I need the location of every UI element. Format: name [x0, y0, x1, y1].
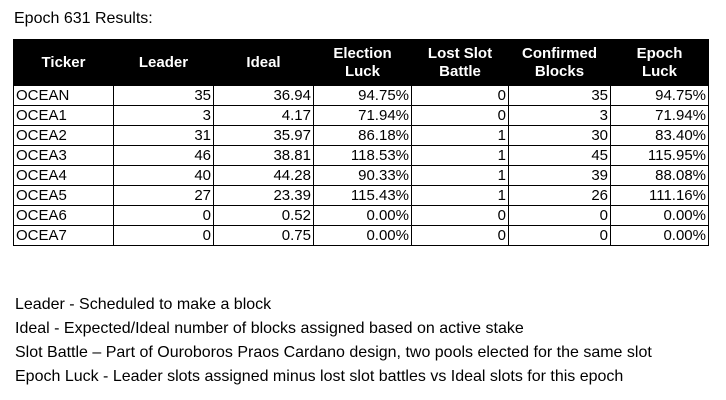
ideal-cell: 0.52: [214, 206, 314, 226]
leader-cell: 27: [114, 186, 214, 206]
ticker-cell: OCEA1: [14, 106, 114, 126]
table-row: [14, 146, 709, 166]
lost-slot-battle-cell: 0: [412, 206, 509, 226]
epoch-luck-cell: 0.00%: [611, 226, 709, 246]
lost-slot-battle-cell: 1: [412, 186, 509, 206]
legend-notes: [15, 293, 652, 389]
results-table: [13, 39, 709, 246]
ticker-cell: OCEA4: [14, 166, 114, 186]
ticker-cell: OCEA5: [14, 186, 114, 206]
column-header-leader: Leader: [114, 40, 214, 86]
table-header-row: [14, 40, 709, 86]
note-epoch-luck: Epoch Luck - Leader slots assigned minus lost slot battles vs Ideal slots for this epoch: [15, 368, 624, 385]
table-row: [14, 226, 709, 246]
election-luck-cell: 118.53%: [314, 146, 412, 166]
column-header-confirmed-blocks: Confirmed Blocks: [509, 40, 611, 86]
leader-cell: 31: [114, 126, 214, 146]
confirmed-blocks-cell: 0: [509, 206, 611, 226]
confirmed-blocks-cell: 35: [509, 86, 611, 106]
confirmed-blocks-cell: 0: [509, 226, 611, 246]
lost-slot-battle-cell: 1: [412, 146, 509, 166]
leader-cell: 3: [114, 106, 214, 126]
epoch-luck-cell: 88.08%: [611, 166, 709, 186]
ticker-cell: OCEA7: [14, 226, 114, 246]
ticker-cell: OCEA3: [14, 146, 114, 166]
column-header-epoch-luck: Epoch Luck: [611, 40, 709, 86]
column-header-lost-slot-battle: Lost Slot Battle: [412, 40, 509, 86]
column-header-election-luck: Election Luck: [314, 40, 412, 86]
election-luck-cell: 71.94%: [314, 106, 412, 126]
lost-slot-battle-cell: 0: [412, 86, 509, 106]
epoch-luck-cell: 111.16%: [611, 186, 709, 206]
ideal-cell: 44.28: [214, 166, 314, 186]
leader-cell: 0: [114, 226, 214, 246]
ideal-cell: 36.94: [214, 86, 314, 106]
ticker-cell: OCEA6: [14, 206, 114, 226]
lost-slot-battle-cell: 1: [412, 126, 509, 146]
confirmed-blocks-cell: 39: [509, 166, 611, 186]
election-luck-cell: 86.18%: [314, 126, 412, 146]
epoch-luck-cell: 83.40%: [611, 126, 709, 146]
lost-slot-battle-cell: 0: [412, 226, 509, 246]
leader-cell: 0: [114, 206, 214, 226]
epoch-luck-cell: 71.94%: [611, 106, 709, 126]
election-luck-cell: 0.00%: [314, 226, 412, 246]
table-row: [14, 166, 709, 186]
leader-cell: 46: [114, 146, 214, 166]
table-body: [14, 86, 709, 246]
leader-cell: 40: [114, 166, 214, 186]
column-header-ticker: Ticker: [14, 40, 114, 86]
page-title: Epoch 631 Results:: [14, 10, 153, 27]
confirmed-blocks-cell: 45: [509, 146, 611, 166]
ideal-cell: 23.39: [214, 186, 314, 206]
table-row: [14, 126, 709, 146]
election-luck-cell: 94.75%: [314, 86, 412, 106]
election-luck-cell: 115.43%: [314, 186, 412, 206]
epoch-luck-cell: 0.00%: [611, 206, 709, 226]
column-header-ideal: Ideal: [214, 40, 314, 86]
table-row: [14, 106, 709, 126]
ticker-cell: OCEAN: [14, 86, 114, 106]
note-slot-battle: Slot Battle – Part of Ouroboros Praos Cardano design, two pools elected for the same slot: [15, 344, 652, 361]
note-leader: Leader - Scheduled to make a block: [15, 296, 272, 313]
lost-slot-battle-cell: 1: [412, 166, 509, 186]
table-row: [14, 206, 709, 226]
confirmed-blocks-cell: 30: [509, 126, 611, 146]
confirmed-blocks-cell: 3: [509, 106, 611, 126]
election-luck-cell: 90.33%: [314, 166, 412, 186]
ideal-cell: 35.97: [214, 126, 314, 146]
epoch-luck-cell: 115.95%: [611, 146, 709, 166]
ticker-cell: OCEA2: [14, 126, 114, 146]
epoch-luck-cell: 94.75%: [611, 86, 709, 106]
lost-slot-battle-cell: 0: [412, 106, 509, 126]
table-row: [14, 86, 709, 106]
confirmed-blocks-cell: 26: [509, 186, 611, 206]
election-luck-cell: 0.00%: [314, 206, 412, 226]
ideal-cell: 4.17: [214, 106, 314, 126]
ideal-cell: 38.81: [214, 146, 314, 166]
leader-cell: 35: [114, 86, 214, 106]
note-ideal: Ideal - Expected/Ideal number of blocks assigned based on active stake: [15, 320, 524, 337]
table-row: [14, 186, 709, 206]
ideal-cell: 0.75: [214, 226, 314, 246]
